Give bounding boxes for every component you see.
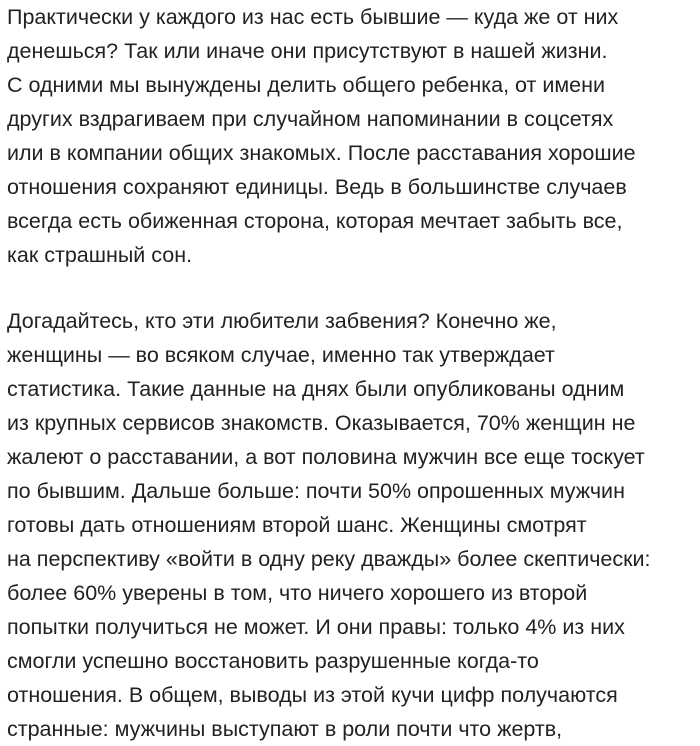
article-body bbox=[7, 0, 697, 746]
text-line: женщины — во всяком случае, именно так утверждает bbox=[7, 343, 555, 367]
paragraph-statistics bbox=[7, 304, 697, 746]
text-line: на перспективу «войти в одну реку дважды» более скептически: bbox=[7, 547, 651, 571]
text-line: статистика. Такие данные на днях были опубликованы одним bbox=[7, 377, 625, 401]
text-line: отношения. В общем, выводы из этой кучи цифр получаются bbox=[7, 683, 618, 707]
text-line: странные: мужчины выступают в роли почти что жертв, bbox=[7, 717, 563, 741]
text-line: жалеют о расставании, а вот половина мужчин все еще тоскует bbox=[7, 445, 645, 469]
text-line: как страшный сон. bbox=[7, 243, 193, 267]
text-line: всегда есть обиженная сторона, которая мечтает забыть все, bbox=[7, 209, 623, 233]
paragraph-intro bbox=[7, 0, 697, 272]
text-line: смогли успешно восстановить разрушенные когда-то bbox=[7, 649, 539, 673]
text-line: более 60% уверены в том, что ничего хорошего из второй bbox=[7, 581, 588, 605]
text-line: Догадайтесь, кто эти любители забвения? Конечно же, bbox=[7, 309, 557, 333]
text-line: других вздрагиваем при случайном напоминании в соцсетях bbox=[7, 107, 614, 131]
text-line: С одними мы вынуждены делить общего ребенка, от имени bbox=[7, 73, 605, 97]
text-line: Практически у каждого из нас есть бывшие — куда же от них bbox=[7, 5, 619, 29]
text-line: отношения сохраняют единицы. Ведь в большинстве случаев bbox=[7, 175, 627, 199]
text-line: из крупных сервисов знакомств. Оказывается, 70% женщин не bbox=[7, 411, 636, 435]
text-line: готовы дать отношениям второй шанс. Женщины смотрят bbox=[7, 513, 587, 537]
text-line: денешься? Так или иначе они присутствуют в нашей жизни. bbox=[7, 39, 608, 63]
text-line: по бывшим. Дальше больше: почти 50% опрошенных мужчин bbox=[7, 479, 625, 503]
text-line: или в компании общих знакомых. После расставания хорошие bbox=[7, 141, 636, 165]
text-line: попытки получиться не может. И они правы: только 4% из них bbox=[7, 615, 625, 639]
